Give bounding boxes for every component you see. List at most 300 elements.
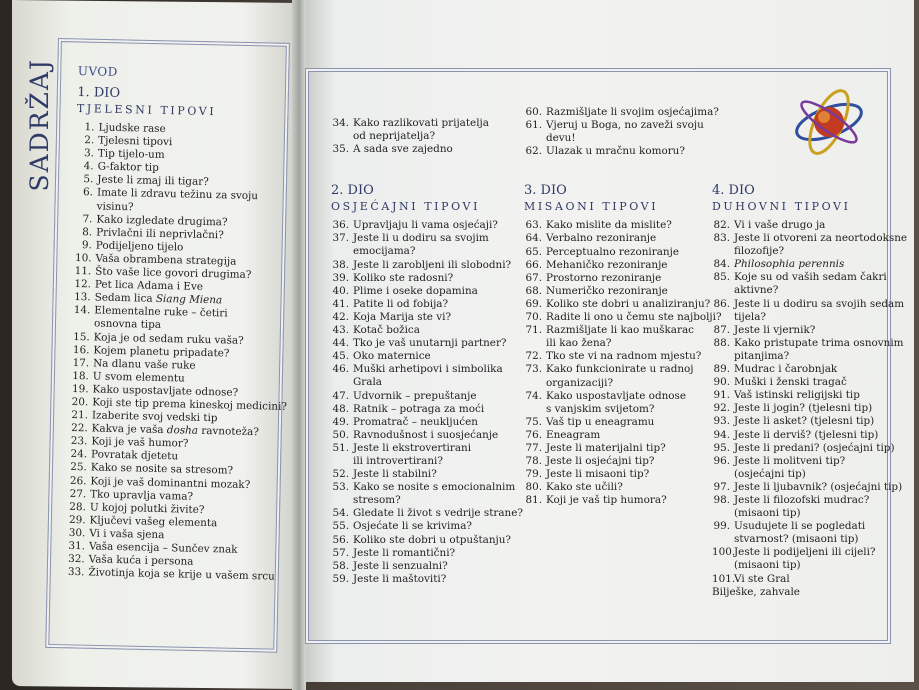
toc-entry <box>524 259 722 272</box>
toc-entry <box>331 232 523 245</box>
part-4-title: DUHOVNI TIPOVI <box>712 200 851 213</box>
entry-number: 61. <box>525 119 542 132</box>
entry-number: 5. <box>83 173 94 186</box>
entry-title: Eneagram <box>546 428 601 441</box>
entry-title: Kako funkcionirate u radnoj <box>546 363 694 376</box>
entry-number: 76. <box>525 428 542 441</box>
entry-title: Numeričko rezoniranje <box>546 284 668 297</box>
part-3-title: MISAONI TIPOVI <box>524 200 659 214</box>
entry-title: Vi i vaša sjena <box>89 527 165 541</box>
toc-entry <box>712 389 907 402</box>
column-2 <box>331 117 523 586</box>
entry-title: Jeste li derviš? (tjelesni tip) <box>734 428 879 441</box>
toc-entry <box>331 285 523 298</box>
entry-number: 25. <box>70 461 87 474</box>
notes-acknowledgements: Bilješke, zahvale <box>712 585 800 598</box>
entry-number: 18. <box>72 369 90 383</box>
part-3-list <box>524 219 722 507</box>
entry-title: Ulazak u mračnu komoru? <box>546 145 685 158</box>
entry-number: 42. <box>332 310 349 323</box>
entry-title: Koliko ste radosni? <box>353 271 454 284</box>
entry-title: Kotač božica <box>353 324 420 337</box>
toc-entry <box>331 324 523 337</box>
entry-continuation: Grala <box>353 376 382 389</box>
entry-number: 49. <box>332 415 349 428</box>
entry-number: 39. <box>332 271 349 284</box>
toc-entry <box>712 573 907 586</box>
column-3 <box>524 106 722 507</box>
entry-number: 19. <box>71 382 89 396</box>
entry-title: Jeste li asket? (tjelesni tip) <box>734 415 875 428</box>
entry-title: Vaš istinski religijski tip <box>734 389 860 402</box>
entry-title: Ratnik – potraga za moći <box>353 402 485 415</box>
entry-number: 83. <box>713 232 730 245</box>
entry-title: A sada sve zajedno <box>353 143 453 156</box>
entry-title: Koja Marija ste vi? <box>353 310 452 323</box>
toc-entry <box>331 442 523 455</box>
entry-title: Tko je vaš unutarnji partner? <box>353 337 507 350</box>
toc-entry <box>524 298 722 311</box>
entry-number: 63. <box>525 219 542 232</box>
column-4 <box>712 178 907 599</box>
entry-continuation: stresom? <box>353 494 401 507</box>
contents-heading: SADRŽAJ <box>25 58 54 192</box>
toc-entry <box>331 534 523 547</box>
entry-continuation: ili introvertirani? <box>353 454 443 467</box>
entry-number: 9. <box>81 238 92 252</box>
part-3-heading: 3. DIO <box>524 183 567 199</box>
toc-entry <box>712 337 907 350</box>
entry-title: Povratak djetetu <box>90 448 179 463</box>
entry-title: Što vaše lice govori drugima? <box>95 265 252 282</box>
entry-title: Koji je vaš humor? <box>91 435 189 450</box>
entry-title: Jeste li filozofski mudrac? <box>734 493 870 506</box>
entry-title: Upravljaju li vama osjećaji? <box>353 219 498 232</box>
entry-continuation: od neprijatelja? <box>353 130 436 143</box>
entry-number: 96. <box>713 454 730 467</box>
toc-entry <box>524 442 722 455</box>
entry-number: 50. <box>332 428 349 441</box>
entry-number: 24. <box>70 448 88 461</box>
entry-continuation: ili kao žena? <box>546 337 612 350</box>
toc-entry <box>712 455 907 468</box>
entry-title: Osjećate li se krivima? <box>353 520 472 533</box>
entry-number: 78. <box>525 455 542 468</box>
part-4-list <box>712 219 907 586</box>
toc-entry <box>524 272 722 285</box>
entry-continuation: (osjećajni tip) <box>734 467 806 480</box>
entry-number: 81. <box>525 494 542 507</box>
entry-number: 41. <box>332 297 349 310</box>
entry-title: Razmišljate li kao muškarac <box>546 324 694 337</box>
entry-title: Tjelesni tipovi <box>98 134 173 149</box>
toc-entry <box>331 416 523 429</box>
entry-number: 62. <box>525 145 542 158</box>
entry-title: Na dlanu vaše ruke <box>93 357 196 372</box>
part-1-heading: 1. DIO <box>77 84 121 101</box>
entry-continuation: filozofije? <box>734 245 785 258</box>
entry-title: Elementalne ruke – četiri <box>94 304 228 320</box>
toc-entry <box>524 455 722 468</box>
entry-number: 64. <box>525 232 542 245</box>
toc-entry <box>331 337 523 350</box>
entry-number: 57. <box>332 546 349 559</box>
entry-title: Jeste li ljubavnik? (osjećajni tip) <box>734 480 903 493</box>
entry-number: 22. <box>71 422 88 435</box>
entry-number: 45. <box>332 350 349 363</box>
part-1-continued-list <box>331 117 523 156</box>
entry-title-italic: Philosophia perennis <box>734 258 845 271</box>
entry-title: Jeste li romantični? <box>353 546 456 559</box>
toc-entry <box>524 390 722 403</box>
entry-title: U kojoj polutki živite? <box>89 501 205 516</box>
part-2-list <box>331 219 523 586</box>
entry-title-italic: dosha <box>166 424 199 437</box>
entry-number: 54. <box>332 507 349 520</box>
toc-entry <box>524 232 722 245</box>
entry-title: Vi i vaše drugo ja <box>734 219 826 231</box>
toc-entry <box>712 429 907 442</box>
entry-title: Verbalno rezoniranje <box>546 232 657 245</box>
gyroscope-sphere-icon <box>790 82 868 160</box>
entry-title: Jeste li jogin? (tjelesni tip) <box>734 402 873 415</box>
intro-heading: UVOD <box>77 63 118 79</box>
part-2-title: OSJEĆAJNI TIPOVI <box>331 200 481 214</box>
entry-title: Kako razlikovati prijatelja <box>353 117 489 129</box>
toc-entry <box>712 363 907 376</box>
toc-entry <box>331 117 523 130</box>
toc-entry <box>712 546 907 559</box>
entry-title: Muški i ženski tragač <box>734 376 847 389</box>
entry-title: Kako pristupate trima osnovnim <box>734 336 904 349</box>
entry-title: Ljudske rase <box>98 121 166 136</box>
toc-entry <box>331 143 523 156</box>
entry-title: Kako uspostavljate odnose <box>546 389 687 402</box>
entry-number: 95. <box>713 441 730 454</box>
entry-title: Kakva je vaša <box>91 422 168 437</box>
entry-title: Podijeljeno tijelo <box>95 239 184 254</box>
toc-entry <box>524 311 722 324</box>
entry-number: 40. <box>332 284 349 297</box>
entry-title: Kako ste učili? <box>546 481 623 494</box>
toc-entry <box>524 145 722 158</box>
toc-entry <box>524 416 722 429</box>
entry-title: Jeste li predani? (osjećajni tip) <box>734 441 895 454</box>
toc-entry <box>712 520 907 533</box>
entry-number: 53. <box>332 481 349 494</box>
part-4-heading: 4. DIO <box>712 183 755 198</box>
entry-continuation: pitanjima? <box>734 349 790 362</box>
entry-number: 16. <box>72 343 90 356</box>
entry-number: 66. <box>525 258 542 271</box>
entry-title: Jeste li molitveni tip? <box>734 454 846 467</box>
entry-title: G-faktor tip <box>97 160 159 175</box>
entry-number: 89. <box>713 363 730 376</box>
entry-title: Vaša kuća i persona <box>88 553 194 568</box>
entry-title: Perceptualno rezoniranje <box>546 245 679 258</box>
entry-number: 101. <box>712 572 736 585</box>
entry-number: 88. <box>713 336 730 349</box>
entry-continuation: (misaoni tip) <box>734 507 801 520</box>
entry-number: 6. <box>82 186 94 199</box>
toc-entry <box>712 376 907 389</box>
entry-title: Radite li ono u čemu ste najbolji? <box>546 311 722 324</box>
entry-title: Tko upravlja vama? <box>90 488 194 503</box>
entry-number: 73. <box>525 363 542 376</box>
entry-continuation: visinu? <box>96 200 134 213</box>
entry-title: Koja je od sedam ruku vaša? <box>93 330 244 347</box>
part-1-list <box>66 121 293 584</box>
entry-number: 14. <box>73 304 91 317</box>
entry-number: 90. <box>713 376 730 389</box>
entry-number: 43. <box>332 324 349 337</box>
entry-number: 82. <box>713 219 730 231</box>
toc-entry <box>331 390 523 403</box>
entry-title: Pet lica Adama i Eve <box>94 278 204 294</box>
toc-entry <box>331 520 523 533</box>
entry-title: Ključevi vašeg elementa <box>89 514 218 530</box>
entry-number: 11. <box>74 265 92 278</box>
entry-title: Jeste li vjernik? <box>734 323 816 336</box>
entry-title: Jeste li misaoni tip? <box>546 468 650 481</box>
entry-number: 36. <box>332 219 349 232</box>
entry-number: 59. <box>332 572 349 585</box>
part-2-continued-list <box>524 106 722 158</box>
column-1 <box>66 62 294 584</box>
toc-entry <box>524 324 722 337</box>
book-gutter <box>292 0 306 690</box>
toc-entry <box>524 119 722 132</box>
toc-entry <box>524 429 722 442</box>
entry-title: Vaša obrambena strategija <box>95 252 237 268</box>
toc-entry <box>331 219 523 232</box>
entry-title: Izaberite svoj vedski tip <box>91 409 218 425</box>
toc-entry <box>712 271 907 284</box>
entry-continuation: tijela? <box>734 310 766 323</box>
toc-entry <box>524 363 722 376</box>
toc-entry <box>331 403 523 416</box>
entry-number: 20. <box>71 395 89 409</box>
entry-title: Jeste li podijeljeni ili cijeli? <box>734 546 876 559</box>
toc-entry <box>331 429 523 442</box>
toc-entry <box>331 481 523 494</box>
entry-number: 35. <box>332 143 349 156</box>
entry-title: Plime i oseke dopamina <box>353 284 478 297</box>
entry-title: Vjeruj u Boga, no zaveži svoju <box>546 119 704 132</box>
entry-title: Kojem planetu pripadate? <box>93 344 230 360</box>
entry-number: 79. <box>525 468 542 481</box>
entry-title: Kako se nosite s emocionalnim <box>353 481 516 494</box>
entry-number: 67. <box>525 271 542 284</box>
entry-title: Jeste li zarobljeni ili slobodni? <box>353 258 512 271</box>
entry-title: Životinja koja se krije u vašem srcu <box>88 566 275 583</box>
entry-title: Razmišljate li svojim osjećajima? <box>546 106 719 118</box>
entry-title: Koji ste tip prema kineskoj medicini? <box>92 396 288 413</box>
entry-title: Usudujete li se pogledati <box>734 520 866 533</box>
entry-number: 85. <box>713 271 730 284</box>
entry-title: Promatrač – neukljućen <box>353 415 478 428</box>
entry-number: 46. <box>332 363 349 376</box>
entry-title: Vaš tip u eneagramu <box>546 415 655 428</box>
entry-title: Jeste li otvoreni za neortodoksne <box>734 232 908 245</box>
toc-entry <box>712 442 907 455</box>
entry-title: Vi ste Gral <box>734 572 790 585</box>
entry-number: 69. <box>525 297 542 310</box>
toc-entry <box>712 402 907 415</box>
part-2-heading: 2. DIO <box>331 183 374 199</box>
entry-number: 33. <box>67 566 85 579</box>
entry-number: 52. <box>332 468 349 481</box>
toc-entry <box>524 350 722 363</box>
entry-title: Kako se nosite sa stresom? <box>90 461 234 478</box>
toc-entry <box>712 481 907 494</box>
entry-number: 80. <box>525 481 542 494</box>
toc-entry <box>712 324 907 337</box>
toc-entry <box>712 415 907 428</box>
entry-number: 26. <box>69 474 87 487</box>
entry-continuation: s vanjskim svijetom? <box>546 402 655 415</box>
entry-number: 12. <box>74 278 92 291</box>
entry-number: 32. <box>68 553 85 566</box>
entry-title: Koji je vaš dominantni mozak? <box>90 474 251 491</box>
entry-number: 37. <box>332 232 349 245</box>
entry-title: Jeste li senzualni? <box>353 559 448 572</box>
entry-title: Jeste li u dodiru sa svojim <box>353 232 489 245</box>
entry-title: Koje su od vaših sedam čakri <box>734 271 887 284</box>
toc-entry <box>712 494 907 507</box>
entry-number: 70. <box>525 311 542 324</box>
toc-entry <box>524 219 722 232</box>
entry-title: Kako mislite da mislite? <box>546 219 672 232</box>
entry-number: 92. <box>713 402 730 415</box>
entry-number: 21. <box>71 409 89 422</box>
entry-continuation: emocijama? <box>353 245 416 258</box>
entry-title: Prostorno rezoniranje <box>546 271 662 284</box>
entry-title: Oko maternice <box>353 350 431 363</box>
entry-number: 4. <box>83 160 94 173</box>
entry-continuation: organizaciji? <box>546 376 614 389</box>
entry-continuation: (misaoni tip) <box>734 559 801 572</box>
toc-entry <box>331 468 523 481</box>
entry-title: Tip tijelo-um <box>97 147 165 162</box>
entry-number: 15. <box>73 330 90 343</box>
toc-entry <box>331 311 523 324</box>
entry-title: Privlačni ili neprivlačni? <box>96 226 224 242</box>
entry-continuation: devu! <box>546 132 576 145</box>
entry-number: 31. <box>68 539 86 553</box>
toc-entry <box>331 547 523 560</box>
entry-title: Vaša esencija – Sunčev znak <box>88 540 238 556</box>
toc-entry <box>331 507 523 520</box>
entry-title-end: ravnoteža? <box>197 424 259 439</box>
entry-title: Jeste li u dodiru sa svojih sedam <box>734 297 905 310</box>
entry-title: Koliko ste dobri u analiziranju? <box>546 297 711 310</box>
entry-title: Muški arhetipovi i simbolika <box>353 363 503 376</box>
entry-number: 17. <box>72 356 90 370</box>
entry-number: 98. <box>713 493 730 506</box>
entry-title: Jeste li materijalni tip? <box>546 441 666 454</box>
entry-number: 44. <box>332 337 349 350</box>
entry-number: 38. <box>332 258 349 271</box>
entry-number: 58. <box>332 559 349 572</box>
entry-title: Udvornik – prepuštanje <box>353 389 477 402</box>
entry-number: 3. <box>83 147 95 160</box>
toc-entry <box>712 219 907 232</box>
entry-number: 77. <box>525 441 542 454</box>
entry-title: Kako uspostavljate odnose? <box>92 383 239 399</box>
entry-number: 75. <box>525 415 542 428</box>
part-1-title: TJELESNI TIPOVI <box>76 101 217 119</box>
entry-continuation: osnovna tipa <box>93 317 162 332</box>
toc-entry <box>524 246 722 259</box>
entry-title: Jeste li zmaj ili tigar? <box>97 173 209 189</box>
toc-entry <box>331 350 523 363</box>
toc-entry <box>712 232 907 245</box>
entry-title: Kako izgledate drugima? <box>96 213 228 229</box>
toc-entry <box>524 494 722 507</box>
entry-number: 86. <box>713 297 730 310</box>
entry-number: 28. <box>69 500 87 514</box>
toc-entry <box>331 298 523 311</box>
entry-title: Mehaničko rezoniranje <box>546 258 668 271</box>
entry-number: 10. <box>74 251 92 265</box>
entry-title: Jeste li stabilni? <box>353 468 437 481</box>
entry-title: Ravnodušnost i suosjećanje <box>353 428 499 441</box>
entry-title: Imate li zdravu težinu za svoju <box>96 186 259 203</box>
entry-number: 47. <box>332 389 349 402</box>
toc-entry <box>331 272 523 285</box>
entry-number: 60. <box>525 106 542 118</box>
entry-number: 65. <box>525 245 542 258</box>
entry-number: 91. <box>713 389 730 402</box>
entry-title: Gledate li život s vedrije strane? <box>353 507 523 520</box>
entry-title: Mudrac i čarobnjak <box>734 363 838 376</box>
entry-title: U svom elementu <box>92 370 185 385</box>
entry-number: 55. <box>332 520 349 533</box>
toc-entry <box>331 363 523 376</box>
entry-number: 2. <box>84 134 95 147</box>
entry-title: Tko ste vi na radnom mjestu? <box>546 350 702 363</box>
entry-number: 1. <box>84 121 95 134</box>
entry-title: Jeste li osjećajni tip? <box>546 455 655 468</box>
entry-number: 71. <box>525 324 542 337</box>
entry-number: 13. <box>73 291 91 304</box>
entry-title: Koliko ste dobri u otpuštanju? <box>353 533 512 546</box>
entry-number: 7. <box>82 212 93 226</box>
toc-entry <box>524 285 722 298</box>
toc-entry <box>331 560 523 573</box>
entry-number: 72. <box>525 350 542 363</box>
entry-title-italic: Siang Miena <box>155 293 223 307</box>
entry-title: Sedam lica <box>94 291 157 306</box>
entry-number: 56. <box>332 533 349 546</box>
entry-number: 93. <box>713 415 730 428</box>
entry-number: 29. <box>68 513 86 527</box>
toc-entry <box>712 258 907 271</box>
entry-number: 23. <box>70 435 88 448</box>
entry-number: 34. <box>332 117 349 129</box>
entry-number: 51. <box>332 441 349 454</box>
toc-entry <box>524 468 722 481</box>
entry-number: 8. <box>82 225 93 239</box>
toc-entry <box>712 298 907 311</box>
entry-continuation: stvarnost? (misaoni tip) <box>734 533 859 546</box>
entry-title: Jeste li maštoviti? <box>353 572 447 585</box>
toc-entry <box>331 259 523 272</box>
entry-number: 84. <box>713 258 730 271</box>
entry-title: Patite li od fobija? <box>353 297 449 310</box>
entry-number: 68. <box>525 284 542 297</box>
